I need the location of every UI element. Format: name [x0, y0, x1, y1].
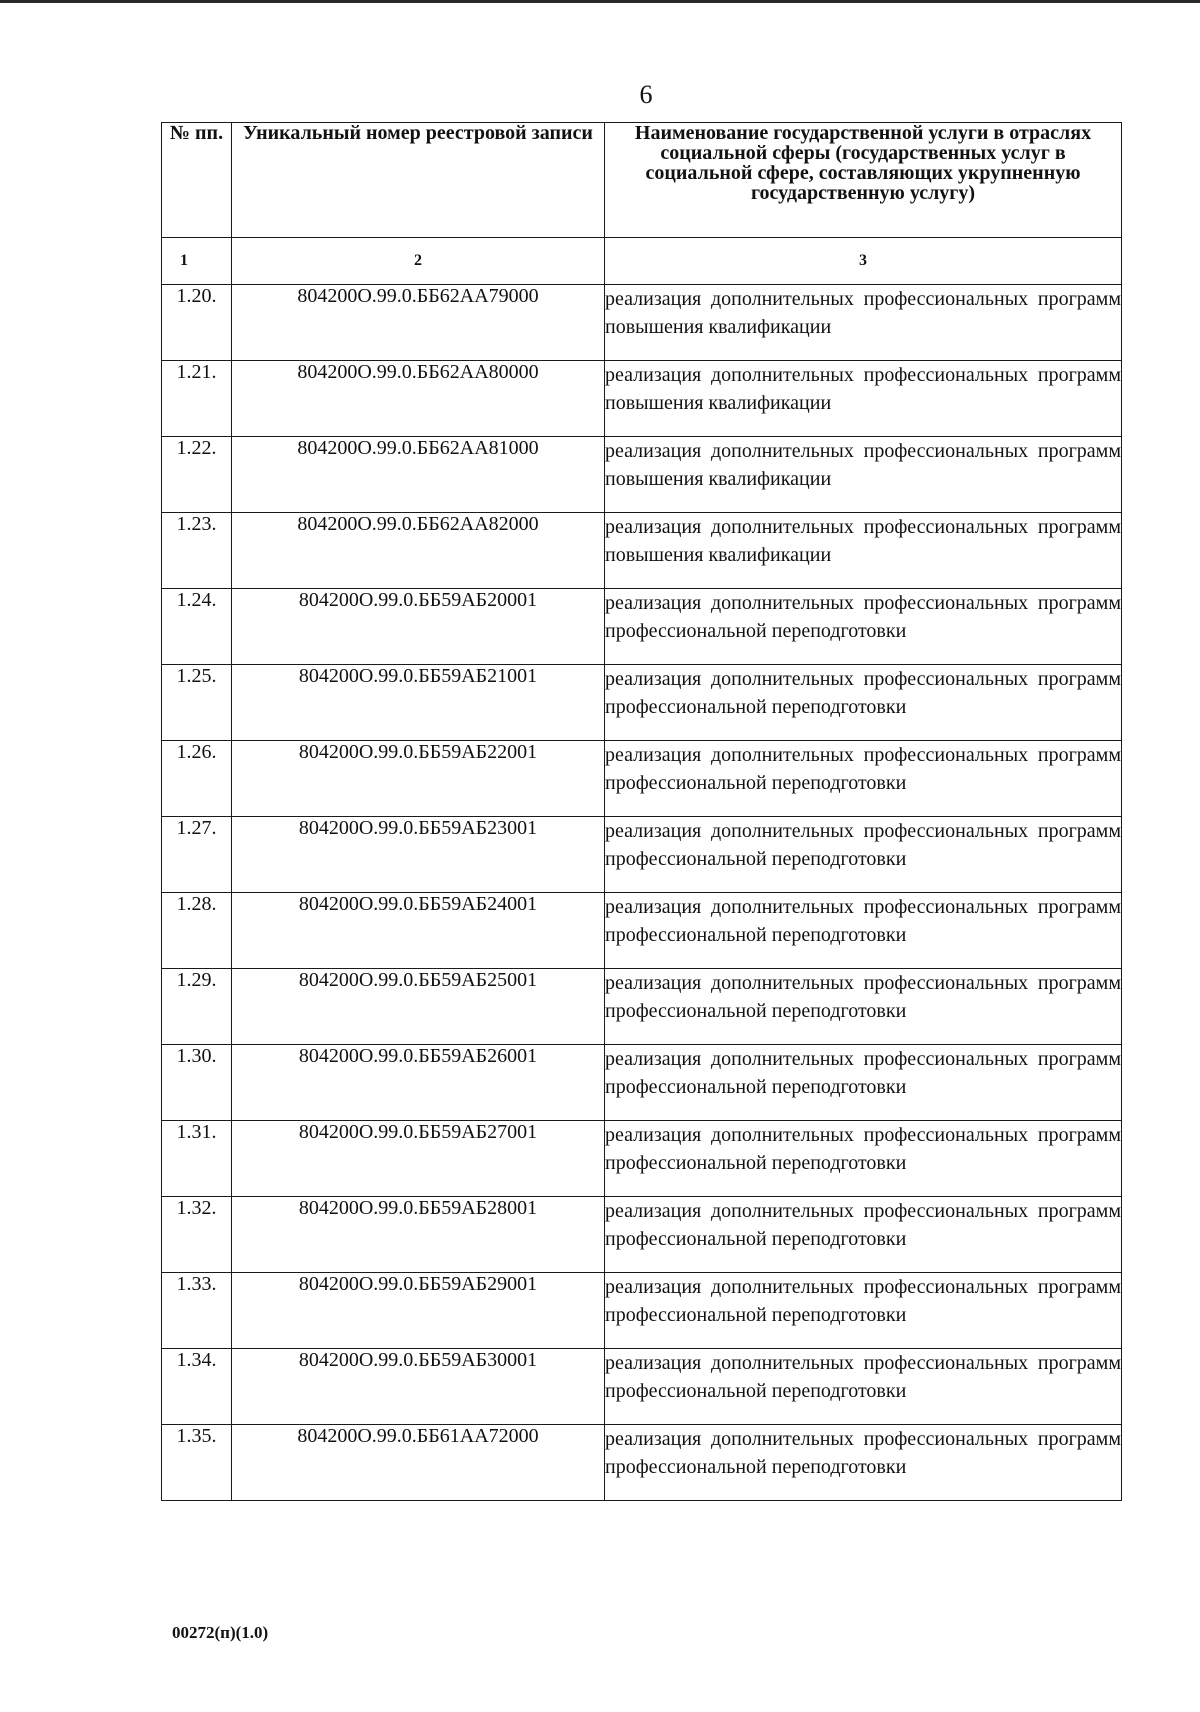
registry-code: 804200О.99.0.ББ59АБ30001 [232, 1349, 605, 1425]
column-number-1: 1 [162, 238, 232, 285]
table-row [162, 1273, 1122, 1349]
service-name: реализация дополнительных профессиональных программ профессиональной переподготовки [605, 1197, 1122, 1273]
row-number: 1.27. [162, 817, 232, 893]
registry-code: 804200О.99.0.ББ59АБ20001 [232, 589, 605, 665]
table-row [162, 589, 1122, 665]
table-row [162, 817, 1122, 893]
row-number: 1.28. [162, 893, 232, 969]
registry-code: 804200О.99.0.ББ59АБ21001 [232, 665, 605, 741]
table-header-row [162, 123, 1122, 238]
registry-code: 804200О.99.0.ББ59АБ27001 [232, 1121, 605, 1197]
row-number: 1.35. [162, 1425, 232, 1501]
service-name: реализация дополнительных профессиональных программ профессиональной переподготовки [605, 893, 1122, 969]
service-name: реализация дополнительных профессиональных программ профессиональной переподготовки [605, 1349, 1122, 1425]
table-row [162, 741, 1122, 817]
service-name: реализация дополнительных профессиональных программ повышения квалификации [605, 285, 1122, 361]
header-registry-code: Уникальный номер реестровой записи [232, 123, 605, 238]
service-name: реализация дополнительных профессиональных программ профессиональной переподготовки [605, 817, 1122, 893]
table-row [162, 361, 1122, 437]
table-row [162, 665, 1122, 741]
registry-code: 804200О.99.0.ББ62АА81000 [232, 437, 605, 513]
service-name: реализация дополнительных профессиональных программ профессиональной переподготовки [605, 589, 1122, 665]
row-number: 1.31. [162, 1121, 232, 1197]
row-number: 1.20. [162, 285, 232, 361]
service-name: реализация дополнительных профессиональных программ профессиональной переподготовки [605, 741, 1122, 817]
registry-code: 804200О.99.0.ББ62АА82000 [232, 513, 605, 589]
row-number: 1.23. [162, 513, 232, 589]
registry-code: 804200О.99.0.ББ59АБ25001 [232, 969, 605, 1045]
registry-table [161, 122, 1122, 1501]
table-row [162, 969, 1122, 1045]
table-row [162, 1349, 1122, 1425]
document-footer-code: 00272(п)(1.0) [172, 1623, 269, 1642]
table-row [162, 437, 1122, 513]
table-row [162, 1425, 1122, 1501]
table-row [162, 513, 1122, 589]
registry-code: 804200О.99.0.ББ62АА79000 [232, 285, 605, 361]
row-number: 1.24. [162, 589, 232, 665]
row-number: 1.32. [162, 1197, 232, 1273]
registry-code: 804200О.99.0.ББ62АА80000 [232, 361, 605, 437]
top-border-line [0, 0, 1200, 3]
registry-code: 804200О.99.0.ББ59АБ26001 [232, 1045, 605, 1121]
row-number: 1.26. [162, 741, 232, 817]
service-name: реализация дополнительных профессиональных программ профессиональной переподготовки [605, 665, 1122, 741]
service-name: реализация дополнительных профессиональных программ повышения квалификации [605, 513, 1122, 589]
service-name: реализация дополнительных профессиональных программ профессиональной переподготовки [605, 969, 1122, 1045]
table-row [162, 1121, 1122, 1197]
row-number: 1.34. [162, 1349, 232, 1425]
registry-code: 804200О.99.0.ББ59АБ24001 [232, 893, 605, 969]
table-row [162, 285, 1122, 361]
header-service-name: Наименование государственной услуги в отраслях социальной сферы (государственных услуг в социальной сфере, составляющих укрупненную государственную услугу) [605, 123, 1122, 238]
table-row [162, 1045, 1122, 1121]
page-number: 6 [639, 80, 653, 109]
registry-code: 804200О.99.0.ББ61АА72000 [232, 1425, 605, 1501]
column-number-row [162, 238, 1122, 285]
service-name: реализация дополнительных профессиональных программ повышения квалификации [605, 361, 1122, 437]
service-name: реализация дополнительных профессиональных программ профессиональной переподготовки [605, 1425, 1122, 1501]
row-number: 1.29. [162, 969, 232, 1045]
registry-code: 804200О.99.0.ББ59АБ23001 [232, 817, 605, 893]
header-number: № пп. [162, 123, 232, 238]
registry-code: 804200О.99.0.ББ59АБ29001 [232, 1273, 605, 1349]
row-number: 1.30. [162, 1045, 232, 1121]
column-number-3: 3 [605, 238, 1122, 285]
registry-code: 804200О.99.0.ББ59АБ22001 [232, 741, 605, 817]
column-number-2: 2 [232, 238, 605, 285]
row-number: 1.21. [162, 361, 232, 437]
row-number: 1.25. [162, 665, 232, 741]
service-name: реализация дополнительных профессиональных программ профессиональной переподготовки [605, 1045, 1122, 1121]
registry-code: 804200О.99.0.ББ59АБ28001 [232, 1197, 605, 1273]
table-row [162, 893, 1122, 969]
service-name: реализация дополнительных профессиональных программ профессиональной переподготовки [605, 1121, 1122, 1197]
row-number: 1.33. [162, 1273, 232, 1349]
table-row [162, 1197, 1122, 1273]
service-name: реализация дополнительных профессиональных программ профессиональной переподготовки [605, 1273, 1122, 1349]
service-name: реализация дополнительных профессиональных программ повышения квалификации [605, 437, 1122, 513]
row-number: 1.22. [162, 437, 232, 513]
